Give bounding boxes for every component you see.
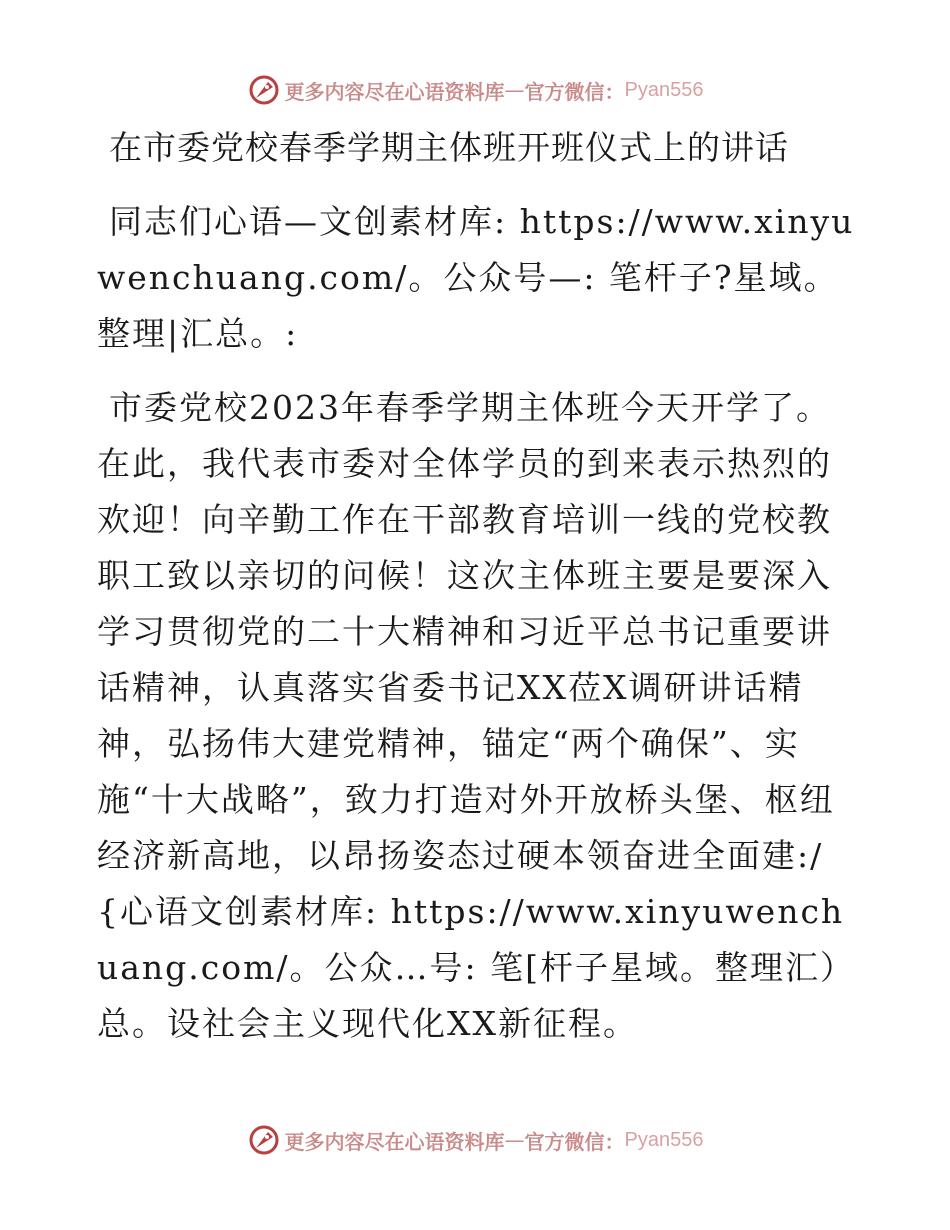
document-title: 在市委党校春季学期主体班开班仪式上的讲话	[109, 128, 789, 167]
paragraph-intro: 同志们心语—文创素材库: https://www.xinyuwenchuang.com/。公众号—: 笔杆子?星域。整理|汇总。:	[97, 202, 855, 353]
paragraph-main: 市委党校2023年春季学期主体班今天开学了。在此，我代表市委对全体学员的到来表示热烈的欢迎！向辛勤工作在干部教育培训一线的党校教职工致以亲切的问候！这次主体班主要是要深入学习贯彻党的二十大精神和习近平总书记重要讲话精神，认真落实省委书记XX莅X调研讲话精神，弘扬伟大建党精神，锚定“两个确保”、实施“十大战略”，致力打造对外开放桥头堡、枢纽经济新高地，以昂扬姿态过硬本领奋进全面建:/{心语文创素材库: https://www.xinyuwenchuang.com/。公众…号: 笔[杆子星域。整理汇）总。设社会主义现代化XX新征程。	[97, 388, 856, 1043]
pen-nib-circle-icon	[247, 73, 281, 107]
banner-wechat-id: Pyan556	[624, 1128, 704, 1151]
banner-wechat-label: 官方微信：	[524, 79, 625, 104]
pen-nib-circle-icon	[247, 1123, 281, 1157]
banner-site-text: 更多内容尽在心语资料库	[284, 1129, 505, 1154]
header-watermark-banner	[0, 70, 950, 110]
banner-wechat-label: 官方微信：	[524, 1129, 625, 1154]
banner-separator: —	[504, 1128, 525, 1152]
banner-site-text: 更多内容尽在心语资料库	[284, 79, 505, 104]
banner-separator: —	[504, 78, 525, 102]
document-body	[97, 120, 857, 1070]
footer-watermark-banner	[0, 1120, 950, 1160]
banner-wechat-id: Pyan556	[624, 78, 704, 101]
